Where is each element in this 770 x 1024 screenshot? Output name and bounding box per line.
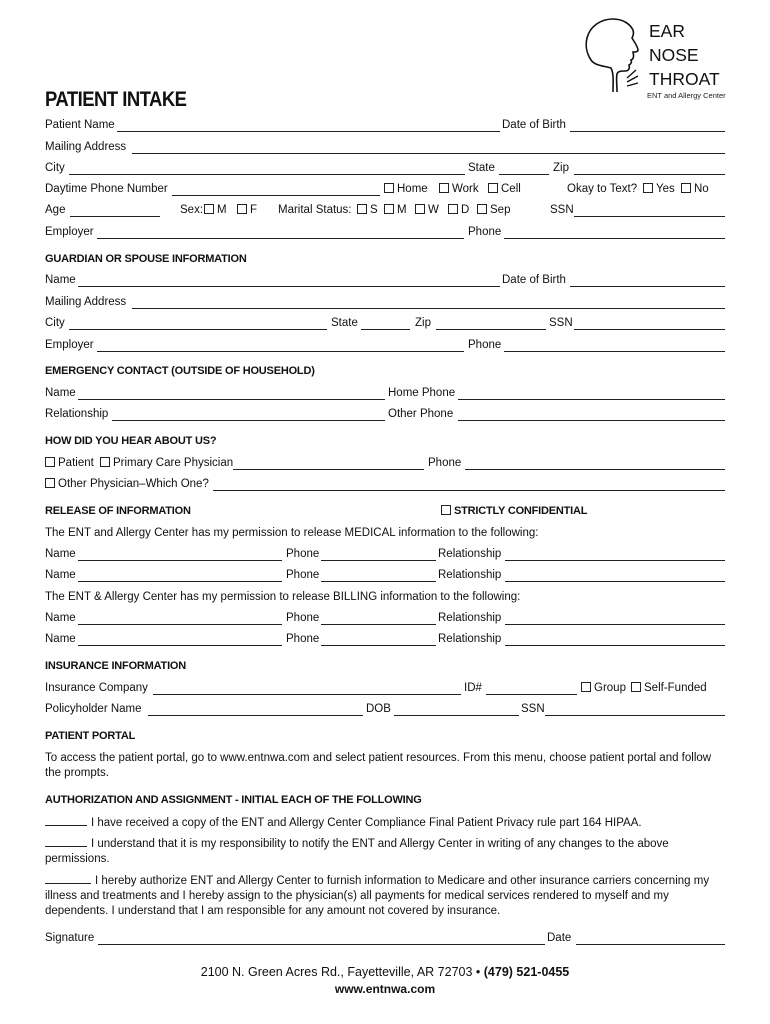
release-phone-label: Phone xyxy=(286,633,320,645)
patient-employer-field[interactable] xyxy=(97,238,464,239)
guardian-address-label: Mailing Address xyxy=(45,296,127,308)
logo-subtitle: ENT and Allergy Center xyxy=(647,91,726,100)
marital-w-checkbox[interactable]: W xyxy=(415,203,439,218)
text-yes-checkbox[interactable]: Yes xyxy=(643,182,675,197)
checkbox-icon xyxy=(384,204,394,214)
checkbox-icon xyxy=(237,204,247,214)
release-name-field[interactable] xyxy=(78,645,282,646)
policyholder-dob-field[interactable] xyxy=(394,715,519,716)
emergency-other-phone-label: Other Phone xyxy=(388,408,454,420)
checkbox-icon xyxy=(415,204,425,214)
release-medical-text: The ENT and Allergy Center has my permission to release MEDICAL information to the following: xyxy=(45,527,539,539)
checkbox-icon xyxy=(488,183,498,193)
checkbox-icon xyxy=(357,204,367,214)
patient-zip-field[interactable] xyxy=(574,174,725,175)
checkbox-icon xyxy=(631,682,641,692)
guardian-employer-field[interactable] xyxy=(97,351,464,352)
guardian-dob-field[interactable] xyxy=(570,286,725,287)
footer-address: 2100 N. Green Acres Rd., Fayetteville, AR 72703 • (479) 521-0455 xyxy=(200,965,570,979)
hear-other-row xyxy=(45,477,725,493)
release-relationship-field[interactable] xyxy=(505,624,725,625)
emergency-relationship-row xyxy=(45,407,725,423)
release-phone-field[interactable] xyxy=(321,581,436,582)
hear-phone-label: Phone xyxy=(428,457,462,469)
patient-dob-label: Date of Birth xyxy=(502,119,566,131)
guardian-state-label: State xyxy=(331,317,358,329)
checkbox-icon xyxy=(100,457,110,467)
policyholder-ssn-field[interactable] xyxy=(545,715,725,716)
release-name-label: Name xyxy=(45,569,76,581)
hear-phone-field[interactable] xyxy=(465,469,725,470)
emergency-other-phone-field[interactable] xyxy=(458,420,725,421)
release-name-field[interactable] xyxy=(78,624,282,625)
emergency-relationship-field[interactable] xyxy=(112,420,385,421)
logo-word-throat: THROAT xyxy=(649,69,720,89)
marital-s-checkbox[interactable]: S xyxy=(357,203,378,218)
insurance-company-row xyxy=(45,681,725,697)
release-billing-text: The ENT & Allergy Center has my permission to release BILLING information to the following: xyxy=(45,591,521,603)
emergency-name-label: Name xyxy=(45,387,76,399)
patient-age-row xyxy=(45,203,725,219)
sex-m-checkbox[interactable]: M xyxy=(204,203,227,218)
footer-website[interactable]: www.entnwa.com xyxy=(334,982,436,996)
daytime-phone-field[interactable] xyxy=(172,195,380,196)
signature-field[interactable] xyxy=(98,944,545,945)
portal-text: To access the patient portal, go to www.entnwa.com and select patient resources. From this menu, choose patient portal and follow the prompts. xyxy=(45,752,712,779)
release-billing-row-1 xyxy=(45,611,725,627)
hear-pcp-checkbox[interactable]: Primary Care Physician xyxy=(100,456,233,471)
initial-field-2[interactable] xyxy=(45,836,87,847)
guardian-dob-label: Date of Birth xyxy=(502,274,566,286)
patient-city-label: City xyxy=(45,162,65,174)
guardian-employer-label: Employer xyxy=(45,339,94,351)
emergency-home-phone-field[interactable] xyxy=(458,399,725,400)
hear-heading: HOW DID YOU HEAR ABOUT US? xyxy=(45,435,217,447)
insurance-heading: INSURANCE INFORMATION xyxy=(45,660,187,672)
marital-m-checkbox[interactable]: M xyxy=(384,203,407,218)
guardian-ssn-field[interactable] xyxy=(574,329,725,330)
release-relationship-field[interactable] xyxy=(505,581,725,582)
release-medical-row-2 xyxy=(45,568,725,584)
age-field[interactable] xyxy=(70,216,160,217)
checkbox-icon xyxy=(45,457,55,467)
hear-physician-row xyxy=(45,456,725,472)
patient-employer-label: Employer xyxy=(45,226,94,238)
patient-state-label: State xyxy=(468,162,495,174)
signature-label: Signature xyxy=(45,932,95,944)
release-relationship-label: Relationship xyxy=(438,612,502,624)
insurance-company-label: Insurance Company xyxy=(45,682,148,694)
patient-name-field[interactable] xyxy=(117,131,500,132)
head-profile-icon xyxy=(583,16,645,94)
emergency-name-field[interactable] xyxy=(78,399,385,400)
date-field[interactable] xyxy=(576,944,725,945)
release-name-label: Name xyxy=(45,548,76,560)
daytime-phone-label: Daytime Phone Number xyxy=(45,183,168,195)
patient-name-label: Patient Name xyxy=(45,119,115,131)
logo-word-ear: EAR xyxy=(649,21,685,41)
release-heading: RELEASE OF INFORMATION xyxy=(45,505,191,517)
initial-field-3[interactable] xyxy=(45,873,91,884)
release-name-field[interactable] xyxy=(78,581,282,582)
release-phone-field[interactable] xyxy=(321,624,436,625)
guardian-city-field[interactable] xyxy=(69,329,327,330)
patient-name-row xyxy=(45,118,725,134)
okay-to-text-label: Okay to Text? xyxy=(567,183,638,195)
guardian-zip-label: Zip xyxy=(415,317,431,329)
patient-zip-label: Zip xyxy=(553,162,569,174)
hear-pcp-field[interactable] xyxy=(233,469,424,470)
patient-address-label: Mailing Address xyxy=(45,141,127,153)
footer-phone: (479) 521-0455 xyxy=(483,965,570,979)
guardian-name-field[interactable] xyxy=(78,286,500,287)
portal-heading: PATIENT PORTAL xyxy=(45,730,136,742)
hear-other-field[interactable] xyxy=(213,490,725,491)
guardian-state-field[interactable] xyxy=(361,329,410,330)
release-relationship-field[interactable] xyxy=(505,645,725,646)
checkbox-icon xyxy=(477,204,487,214)
patient-city-field[interactable] xyxy=(69,174,465,175)
patient-employer-row xyxy=(45,225,725,241)
sex-label: Sex: xyxy=(180,204,204,216)
initial-field-1[interactable] xyxy=(45,815,87,826)
checkbox-icon xyxy=(448,204,458,214)
release-name-label: Name xyxy=(45,633,76,645)
guardian-ssn-label: SSN xyxy=(549,317,573,329)
insurance-group-checkbox[interactable]: Group xyxy=(581,681,626,696)
guardian-heading: GUARDIAN OR SPOUSE INFORMATION xyxy=(45,253,247,265)
page-title: PATIENT INTAKE xyxy=(45,88,187,111)
patient-ssn-field[interactable] xyxy=(574,216,725,217)
emergency-name-row xyxy=(45,386,725,402)
marital-d-checkbox[interactable]: D xyxy=(448,203,469,218)
policyholder-ssn-label: SSN xyxy=(521,703,545,715)
release-phone-label: Phone xyxy=(286,612,320,624)
patient-ssn-label: SSN xyxy=(550,204,574,216)
text-no-checkbox[interactable]: No xyxy=(681,182,709,197)
checkbox-icon xyxy=(45,478,55,488)
insurance-self-funded-checkbox[interactable]: Self-Funded xyxy=(631,681,707,696)
release-name-label: Name xyxy=(45,612,76,624)
policyholder-label: Policyholder Name xyxy=(45,703,142,715)
patient-phone-field[interactable] xyxy=(504,238,725,239)
marital-sep-checkbox[interactable]: Sep xyxy=(477,203,510,218)
release-name-field[interactable] xyxy=(78,560,282,561)
release-phone-field[interactable] xyxy=(321,560,436,561)
insurance-id-field[interactable] xyxy=(486,694,577,695)
age-label: Age xyxy=(45,204,66,216)
release-relationship-label: Relationship xyxy=(438,548,502,560)
guardian-employer-row xyxy=(45,338,725,354)
signature-row xyxy=(45,931,725,947)
patient-phone-row xyxy=(45,182,725,198)
release-phone-field[interactable] xyxy=(321,645,436,646)
patient-city-row xyxy=(45,161,725,177)
release-relationship-label: Relationship xyxy=(438,569,502,581)
checkbox-icon xyxy=(681,183,691,193)
checkbox-icon xyxy=(439,183,449,193)
emergency-heading: EMERGENCY CONTACT (OUTSIDE OF HOUSEHOLD) xyxy=(45,365,315,377)
hear-patient-checkbox[interactable]: Patient xyxy=(45,456,94,471)
phone-cell-checkbox[interactable]: Cell xyxy=(488,182,521,197)
patient-dob-field[interactable] xyxy=(570,131,725,132)
ent-logo xyxy=(583,14,733,104)
emergency-home-phone-label: Home Phone xyxy=(388,387,456,399)
hear-other-checkbox[interactable]: Other Physician–Which One? xyxy=(45,477,209,492)
insurance-company-field[interactable] xyxy=(153,694,461,695)
release-phone-label: Phone xyxy=(286,548,320,560)
guardian-city-label: City xyxy=(45,317,65,329)
authorization-item-1: I have received a copy of the ENT and Allergy Center Compliance Final Patient Privacy rule part 164 HIPAA. xyxy=(45,815,715,831)
policyholder-field[interactable] xyxy=(148,715,363,716)
patient-address-field[interactable] xyxy=(132,153,725,154)
patient-phone-label: Phone xyxy=(468,226,502,238)
release-medical-row-1 xyxy=(45,547,725,563)
policyholder-dob-label: DOB xyxy=(366,703,391,715)
checkbox-icon xyxy=(441,505,451,515)
strictly-confidential-checkbox[interactable]: STRICTLY CONFIDENTIAL xyxy=(441,505,587,517)
authorization-heading: AUTHORIZATION AND ASSIGNMENT - INITIAL EACH OF THE FOLLOWING xyxy=(45,794,422,806)
checkbox-icon xyxy=(581,682,591,692)
date-label: Date xyxy=(547,932,572,944)
guardian-zip-field[interactable] xyxy=(436,329,546,330)
phone-home-checkbox[interactable]: Home xyxy=(384,182,428,197)
release-relationship-label: Relationship xyxy=(438,633,502,645)
guardian-name-row xyxy=(45,273,725,289)
patient-state-field[interactable] xyxy=(499,174,549,175)
marital-status-label: Marital Status: xyxy=(278,204,352,216)
checkbox-icon xyxy=(643,183,653,193)
logo-word-nose: NOSE xyxy=(649,45,699,65)
emergency-relationship-label: Relationship xyxy=(45,408,109,420)
insurance-id-label: ID# xyxy=(464,682,482,694)
guardian-phone-field[interactable] xyxy=(504,351,725,352)
guardian-phone-label: Phone xyxy=(468,339,502,351)
release-billing-row-2 xyxy=(45,632,725,648)
guardian-address-field[interactable] xyxy=(132,308,725,309)
guardian-name-label: Name xyxy=(45,274,76,286)
authorization-item-3: I hereby authorize ENT and Allergy Center to furnish information to Medicare and other insurance carriers concerning my illness and treatments and I hereby assign to the physician(s) all payments for medical services rendered to myself and my dependents. I understand that I am responsible for any amount not covered by insurance. xyxy=(45,875,710,917)
guardian-city-row xyxy=(45,316,725,332)
patient-address-row xyxy=(45,140,725,156)
checkbox-icon xyxy=(384,183,394,193)
phone-work-checkbox[interactable]: Work xyxy=(439,182,479,197)
guardian-address-row xyxy=(45,295,725,311)
sex-f-checkbox[interactable]: F xyxy=(237,203,257,218)
release-phone-label: Phone xyxy=(286,569,320,581)
authorization-item-2: I understand that it is my responsibility to notify the ENT and Allergy Center in writing of any changes to the above permissions. xyxy=(45,838,669,865)
checkbox-icon xyxy=(204,204,214,214)
policyholder-row xyxy=(45,702,725,718)
release-relationship-field[interactable] xyxy=(505,560,725,561)
